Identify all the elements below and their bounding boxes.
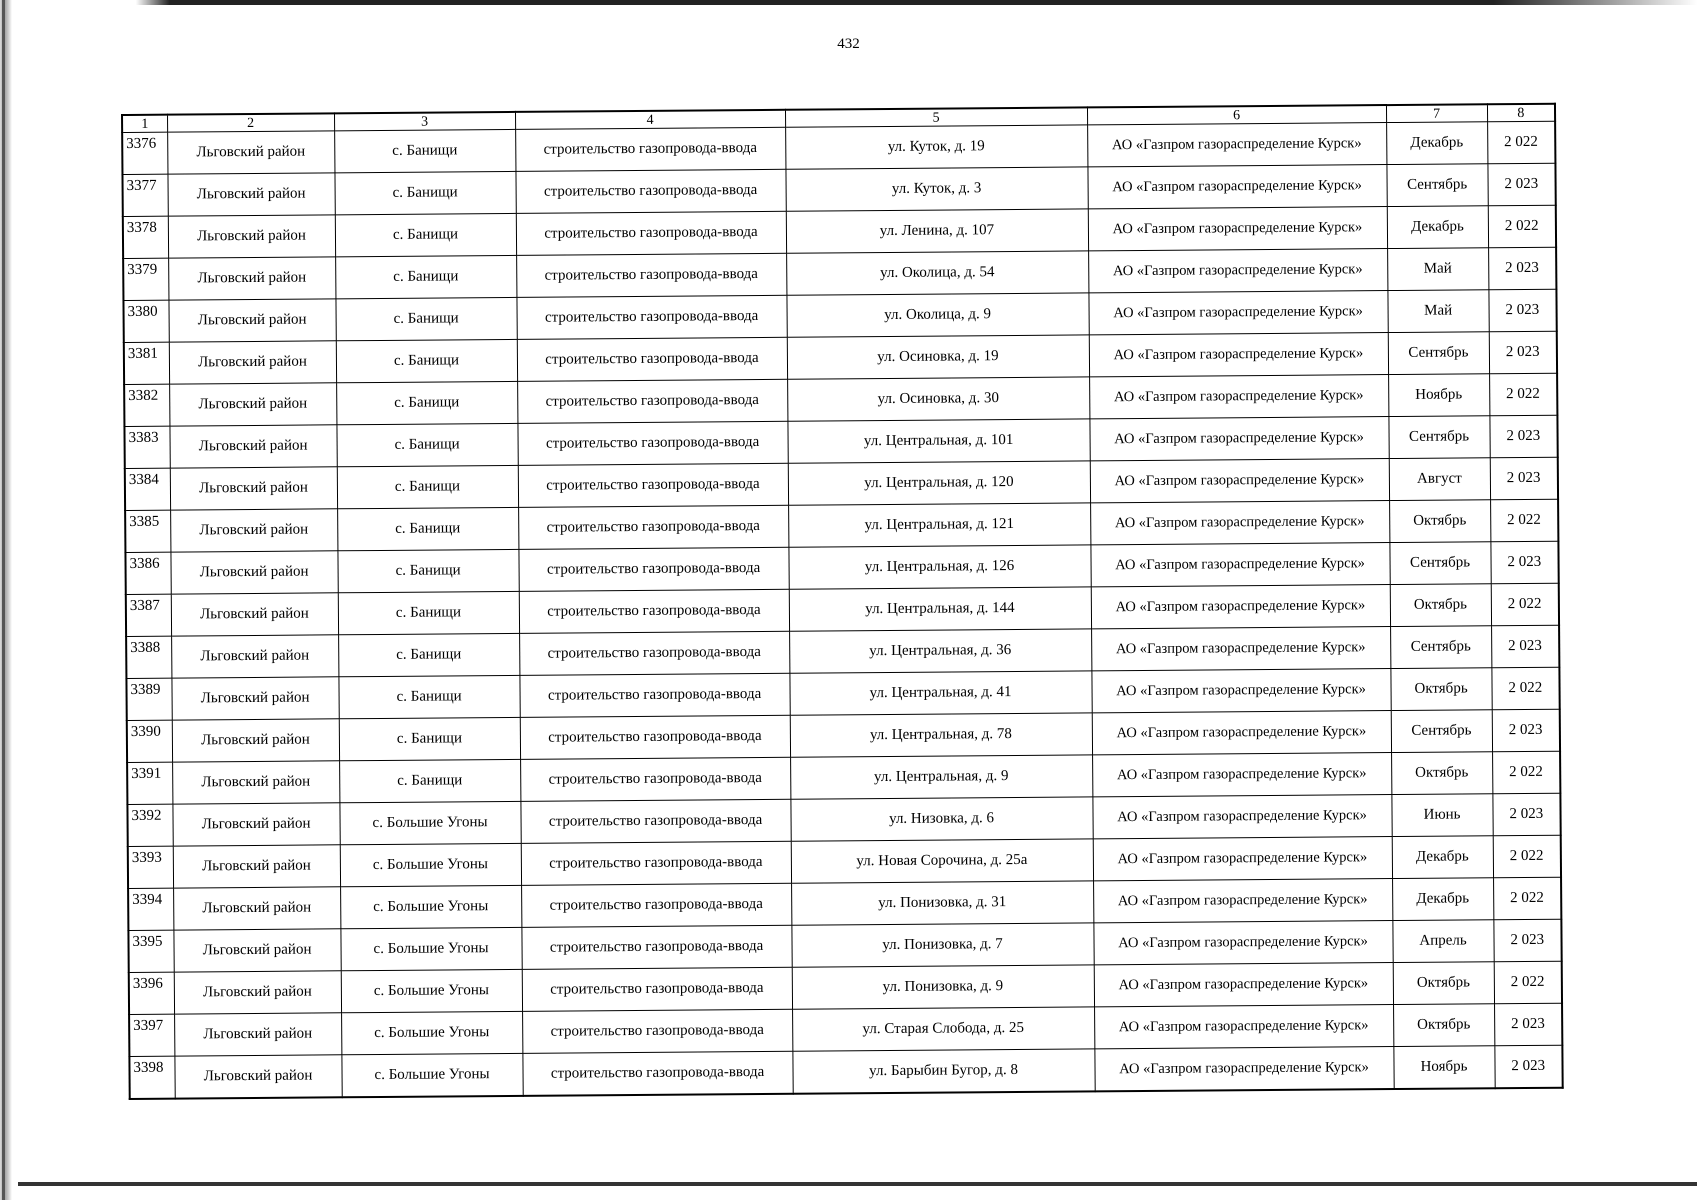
settlement-cell: с. Большие Угоны bbox=[340, 843, 521, 886]
settlement-cell: с. Большие Угоны bbox=[339, 801, 520, 844]
settlement-cell: с. Банищи bbox=[338, 591, 519, 634]
work-type-cell: строительство газопровода-ввода bbox=[516, 253, 786, 297]
month-cell: Октябрь bbox=[1393, 1004, 1494, 1047]
address-cell: ул. Центральная, д. 126 bbox=[788, 545, 1090, 589]
work-type-cell: строительство газопровода-ввода bbox=[520, 757, 790, 801]
month-cell: Декабрь bbox=[1386, 122, 1487, 165]
column-number: 3 bbox=[334, 112, 515, 131]
district-cell: Льговский район bbox=[172, 761, 339, 804]
month-cell: Июнь bbox=[1391, 794, 1492, 837]
row-number: 3383 bbox=[124, 426, 169, 468]
year-cell: 2 023 bbox=[1493, 919, 1561, 962]
year-cell: 2 022 bbox=[1488, 205, 1556, 248]
settlement-cell: с. Банищи bbox=[338, 675, 519, 718]
settlement-cell: с. Большие Угоны bbox=[341, 1011, 522, 1054]
settlement-cell: с. Банищи bbox=[335, 255, 516, 298]
address-cell: ул. Понизовка, д. 7 bbox=[791, 923, 1093, 967]
month-cell: Октябрь bbox=[1390, 668, 1491, 711]
work-type-cell: строительство газопровода-ввода bbox=[519, 589, 789, 633]
year-cell: 2 022 bbox=[1487, 121, 1555, 164]
month-cell: Декабрь bbox=[1392, 836, 1493, 879]
column-number: 7 bbox=[1386, 104, 1487, 122]
district-cell: Льговский район bbox=[174, 1055, 341, 1099]
month-cell: Май bbox=[1387, 248, 1488, 291]
month-cell: Сентябрь bbox=[1388, 332, 1489, 375]
settlement-cell: с. Банищи bbox=[336, 423, 517, 466]
work-type-cell: строительство газопровода-ввода bbox=[515, 169, 785, 213]
organization-cell: АО «Газпром газораспределение Курск» bbox=[1092, 795, 1391, 839]
year-cell: 2 022 bbox=[1492, 751, 1560, 794]
work-type-cell: строительство газопровода-ввода bbox=[522, 1009, 792, 1053]
organization-cell: АО «Газпром газораспределение Курск» bbox=[1088, 291, 1387, 335]
district-cell: Льговский район bbox=[172, 719, 339, 762]
district-cell: Льговский район bbox=[168, 215, 335, 258]
address-cell: ул. Центральная, д. 78 bbox=[790, 713, 1092, 757]
scan-edge-bottom bbox=[18, 1182, 1697, 1186]
month-cell: Октябрь bbox=[1391, 752, 1492, 795]
row-number: 3386 bbox=[125, 552, 170, 594]
row-number: 3392 bbox=[127, 804, 172, 846]
organization-cell: АО «Газпром газораспределение Курск» bbox=[1091, 627, 1390, 671]
month-cell: Сентябрь bbox=[1391, 710, 1492, 753]
month-cell: Октябрь bbox=[1389, 500, 1490, 543]
work-type-cell: строительство газопровода-ввода bbox=[520, 799, 790, 843]
work-type-cell: строительство газопровода-ввода bbox=[516, 211, 786, 255]
year-cell: 2 022 bbox=[1493, 835, 1561, 878]
district-cell: Льговский район bbox=[170, 467, 337, 510]
work-type-cell: строительство газопровода-ввода bbox=[519, 631, 789, 675]
settlement-cell: с. Большие Угоны bbox=[341, 969, 522, 1012]
address-cell: ул. Низовка, д. 6 bbox=[790, 797, 1092, 841]
work-type-cell: строительство газопровода-ввода bbox=[520, 715, 790, 759]
document-sheet bbox=[121, 103, 1564, 1100]
district-cell: Льговский район bbox=[171, 593, 338, 636]
column-number: 1 bbox=[122, 115, 167, 133]
row-number: 3395 bbox=[128, 930, 173, 972]
year-cell: 2 022 bbox=[1489, 373, 1557, 416]
address-cell: ул. Осиновка, д. 19 bbox=[787, 335, 1089, 379]
row-number: 3389 bbox=[126, 678, 171, 720]
settlement-cell: с. Банищи bbox=[334, 129, 515, 172]
settlement-cell: с. Банищи bbox=[339, 759, 520, 802]
organization-cell: АО «Газпром газораспределение Курск» bbox=[1094, 963, 1393, 1007]
organization-cell: АО «Газпром газораспределение Курск» bbox=[1087, 123, 1386, 167]
row-number: 3390 bbox=[127, 720, 172, 762]
settlement-cell: с. Банищи bbox=[337, 507, 518, 550]
year-cell: 2 023 bbox=[1489, 331, 1557, 374]
address-cell: ул. Куток, д. 3 bbox=[785, 167, 1087, 211]
month-cell: Декабрь bbox=[1392, 878, 1493, 921]
year-cell: 2 022 bbox=[1494, 961, 1562, 1004]
district-cell: Льговский район bbox=[169, 425, 336, 468]
work-type-cell: строительство газопровода-ввода bbox=[519, 673, 789, 717]
district-cell: Льговский район bbox=[170, 509, 337, 552]
address-cell: ул. Куток, д. 19 bbox=[785, 125, 1087, 169]
year-cell: 2 023 bbox=[1492, 793, 1560, 836]
address-cell: ул. Центральная, д. 144 bbox=[789, 587, 1091, 631]
row-number: 3385 bbox=[125, 510, 170, 552]
address-cell: ул. Центральная, д. 41 bbox=[789, 671, 1091, 715]
work-type-cell: строительство газопровода-ввода bbox=[518, 505, 788, 549]
district-cell: Льговский район bbox=[168, 257, 335, 300]
address-cell: ул. Центральная, д. 120 bbox=[788, 461, 1090, 505]
district-cell: Льговский район bbox=[174, 971, 341, 1014]
year-cell: 2 023 bbox=[1488, 289, 1556, 332]
month-cell: Сентябрь bbox=[1389, 542, 1490, 585]
organization-cell: АО «Газпром газораспределение Курск» bbox=[1090, 459, 1389, 503]
address-cell: ул. Осиновка, д. 30 bbox=[787, 377, 1089, 421]
work-type-cell: строительство газопровода-ввода bbox=[517, 421, 787, 465]
row-number: 3391 bbox=[127, 762, 172, 804]
organization-cell: АО «Газпром газораспределение Курск» bbox=[1090, 501, 1389, 545]
scan-edge-top bbox=[0, 0, 1697, 5]
scan-edge-left-line bbox=[2, 0, 5, 1200]
month-cell: Сентябрь bbox=[1388, 416, 1489, 459]
year-cell: 2 023 bbox=[1489, 415, 1557, 458]
month-cell: Август bbox=[1389, 458, 1490, 501]
work-type-cell: строительство газопровода-ввода bbox=[521, 841, 791, 885]
organization-cell: АО «Газпром газораспределение Курск» bbox=[1089, 417, 1388, 461]
year-cell: 2 022 bbox=[1493, 877, 1561, 920]
address-cell: ул. Центральная, д. 101 bbox=[787, 419, 1089, 463]
district-cell: Льговский район bbox=[168, 299, 335, 342]
settlement-cell: с. Большие Угоны bbox=[340, 927, 521, 970]
month-cell: Октябрь bbox=[1393, 962, 1494, 1005]
year-cell: 2 023 bbox=[1488, 247, 1556, 290]
row-number: 3387 bbox=[126, 594, 171, 636]
work-type-cell: строительство газопровода-ввода bbox=[522, 967, 792, 1011]
district-cell: Льговский район bbox=[171, 635, 338, 678]
row-number: 3397 bbox=[129, 1014, 174, 1056]
settlement-cell: с. Банищи bbox=[336, 381, 517, 424]
year-cell: 2 022 bbox=[1490, 499, 1558, 542]
column-number: 2 bbox=[167, 113, 334, 132]
district-cell: Льговский район bbox=[169, 383, 336, 426]
work-type-cell: строительство газопровода-ввода bbox=[516, 295, 786, 339]
column-number: 6 bbox=[1087, 105, 1386, 125]
row-number: 3381 bbox=[124, 342, 169, 384]
row-number: 3377 bbox=[122, 174, 167, 216]
data-table bbox=[121, 103, 1564, 1100]
district-cell: Льговский район bbox=[173, 845, 340, 888]
year-cell: 2 023 bbox=[1492, 709, 1560, 752]
organization-cell: АО «Газпром газораспределение Курск» bbox=[1088, 207, 1387, 251]
district-cell: Льговский район bbox=[174, 1013, 341, 1056]
page-number: 432 bbox=[837, 36, 860, 52]
settlement-cell: с. Банищи bbox=[335, 213, 516, 256]
year-cell: 2 023 bbox=[1494, 1003, 1562, 1046]
work-type-cell: строительство газопровода-ввода bbox=[518, 547, 788, 591]
organization-cell: АО «Газпром газораспределение Курск» bbox=[1090, 543, 1389, 587]
organization-cell: АО «Газпром газораспределение Курск» bbox=[1091, 669, 1390, 713]
settlement-cell: с. Банищи bbox=[335, 297, 516, 340]
address-cell: ул. Центральная, д. 9 bbox=[790, 755, 1092, 799]
organization-cell: АО «Газпром газораспределение Курск» bbox=[1087, 165, 1386, 209]
year-cell: 2 023 bbox=[1487, 163, 1555, 206]
month-cell: Сентябрь bbox=[1390, 626, 1491, 669]
year-cell: 2 022 bbox=[1491, 583, 1559, 626]
column-number: 8 bbox=[1487, 104, 1555, 122]
address-cell: ул. Новая Сорочина, д. 25а bbox=[791, 839, 1093, 883]
district-cell: Льговский район bbox=[173, 887, 340, 930]
organization-cell: АО «Газпром газораспределение Курск» bbox=[1093, 921, 1392, 965]
address-cell: ул. Центральная, д. 121 bbox=[788, 503, 1090, 547]
settlement-cell: с. Большие Угоны bbox=[340, 885, 521, 928]
row-number: 3393 bbox=[128, 846, 173, 888]
row-number: 3379 bbox=[123, 258, 168, 300]
organization-cell: АО «Газпром газораспределение Курск» bbox=[1092, 753, 1391, 797]
settlement-cell: с. Банищи bbox=[334, 171, 515, 214]
row-number: 3376 bbox=[122, 132, 167, 174]
row-number: 3384 bbox=[125, 468, 170, 510]
district-cell: Льговский район bbox=[167, 173, 334, 216]
organization-cell: АО «Газпром газораспределение Курск» bbox=[1094, 1047, 1393, 1092]
organization-cell: АО «Газпром газораспределение Курск» bbox=[1088, 249, 1387, 293]
address-cell: ул. Околица, д. 9 bbox=[786, 293, 1088, 337]
district-cell: Льговский район bbox=[173, 929, 340, 972]
address-cell: ул. Ленина, д. 107 bbox=[786, 209, 1088, 253]
settlement-cell: с. Банищи bbox=[337, 465, 518, 508]
work-type-cell: строительство газопровода-ввода bbox=[522, 1051, 792, 1096]
district-cell: Льговский район bbox=[171, 677, 338, 720]
organization-cell: АО «Газпром газораспределение Курск» bbox=[1089, 375, 1388, 419]
settlement-cell: с. Банищи bbox=[338, 633, 519, 676]
work-type-cell: строительство газопровода-ввода bbox=[515, 127, 785, 171]
row-number: 3378 bbox=[123, 216, 168, 258]
work-type-cell: строительство газопровода-ввода bbox=[521, 925, 791, 969]
month-cell: Апрель bbox=[1392, 920, 1493, 963]
organization-cell: АО «Газпром газораспределение Курск» bbox=[1094, 1005, 1393, 1049]
year-cell: 2 023 bbox=[1490, 457, 1558, 500]
month-cell: Ноябрь bbox=[1388, 374, 1489, 417]
work-type-cell: строительство газопровода-ввода bbox=[518, 463, 788, 507]
work-type-cell: строительство газопровода-ввода bbox=[517, 379, 787, 423]
address-cell: ул. Понизовка, д. 9 bbox=[792, 965, 1094, 1009]
address-cell: ул. Старая Слобода, д. 25 bbox=[792, 1007, 1094, 1051]
district-cell: Льговский район bbox=[169, 341, 336, 384]
month-cell: Ноябрь bbox=[1393, 1046, 1494, 1089]
row-number: 3396 bbox=[129, 972, 174, 1014]
settlement-cell: с. Банищи bbox=[336, 339, 517, 382]
row-number: 3388 bbox=[126, 636, 171, 678]
district-cell: Льговский район bbox=[172, 803, 339, 846]
row-number: 3398 bbox=[129, 1056, 174, 1099]
address-cell: ул. Барыбин Бугор, д. 8 bbox=[792, 1049, 1094, 1094]
address-cell: ул. Понизовка, д. 31 bbox=[791, 881, 1093, 925]
month-cell: Декабрь bbox=[1387, 206, 1488, 249]
work-type-cell: строительство газопровода-ввода bbox=[521, 883, 791, 927]
organization-cell: АО «Газпром газораспределение Курск» bbox=[1093, 879, 1392, 923]
district-cell: Льговский район bbox=[167, 131, 334, 174]
work-type-cell: строительство газопровода-ввода bbox=[517, 337, 787, 381]
year-cell: 2 023 bbox=[1494, 1045, 1562, 1088]
table-body bbox=[122, 104, 1563, 1099]
organization-cell: АО «Газпром газораспределение Курск» bbox=[1092, 711, 1391, 755]
month-cell: Май bbox=[1387, 290, 1488, 333]
settlement-cell: с. Большие Угоны bbox=[341, 1053, 522, 1097]
address-cell: ул. Околица, д. 54 bbox=[786, 251, 1088, 295]
organization-cell: АО «Газпром газораспределение Курск» bbox=[1093, 837, 1392, 881]
settlement-cell: с. Банищи bbox=[339, 717, 520, 760]
month-cell: Октябрь bbox=[1390, 584, 1491, 627]
row-number: 3382 bbox=[124, 384, 169, 426]
column-number: 5 bbox=[785, 107, 1087, 127]
year-cell: 2 023 bbox=[1490, 541, 1558, 584]
row-number: 3394 bbox=[128, 888, 173, 930]
row-number: 3380 bbox=[123, 300, 168, 342]
district-cell: Льговский район bbox=[170, 551, 337, 594]
year-cell: 2 023 bbox=[1491, 625, 1559, 668]
address-cell: ул. Центральная, д. 36 bbox=[789, 629, 1091, 673]
month-cell: Сентябрь bbox=[1386, 164, 1487, 207]
settlement-cell: с. Банищи bbox=[337, 549, 518, 592]
organization-cell: АО «Газпром газораспределение Курск» bbox=[1089, 333, 1388, 377]
organization-cell: АО «Газпром газораспределение Курск» bbox=[1091, 585, 1390, 629]
year-cell: 2 022 bbox=[1491, 667, 1559, 710]
column-number: 4 bbox=[515, 110, 785, 130]
